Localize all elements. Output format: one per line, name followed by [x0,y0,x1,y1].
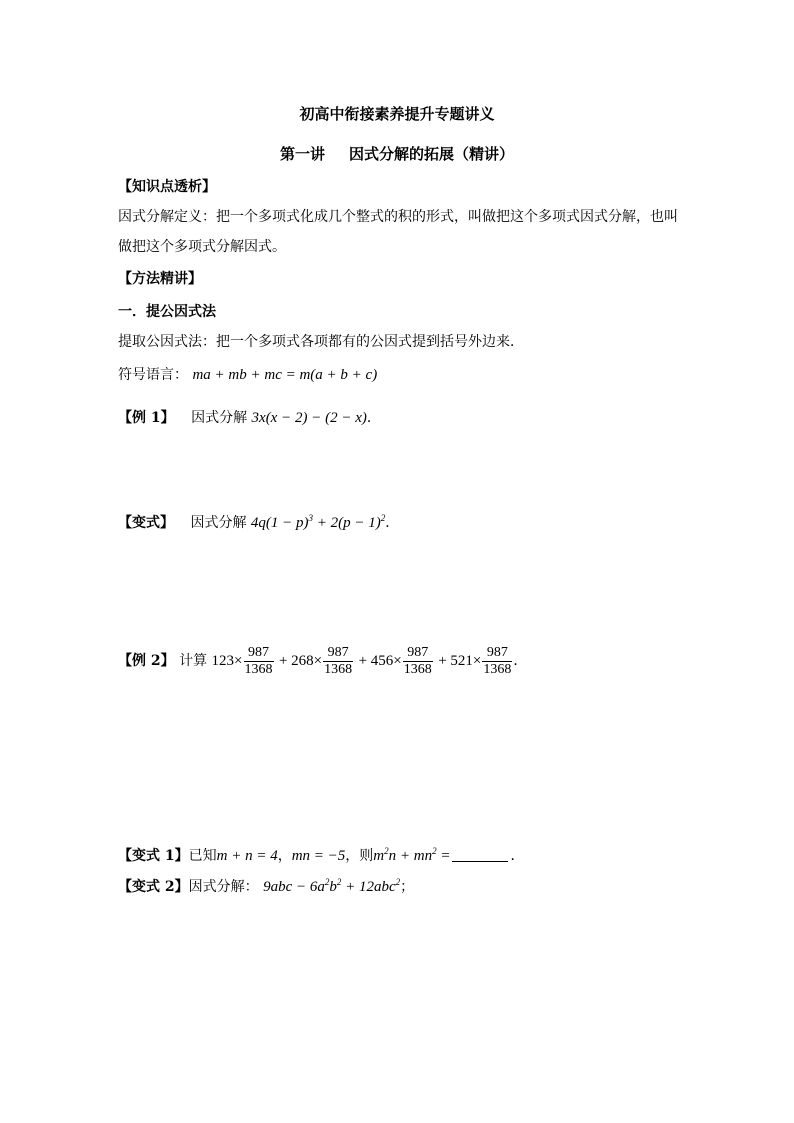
example2-prompt: 计算 [179,653,208,669]
variant2-end: ； [400,879,415,895]
variant1 [118,846,524,866]
variant1-label: 【变式 1】 [118,848,189,864]
variant1-prefix: 已知 [188,848,217,864]
variant2-prompt: 因式分解： [188,879,259,895]
variant1-end: ． [510,848,525,864]
lecture-heading [0,144,794,164]
variant1-condition-1: m + n = 4 [216,848,278,864]
knowledge-heading: 【知识点透析】 [118,179,216,195]
method1-title: 一．提公因式法 [118,304,216,320]
example2-fraction-1: $\frac{987}{1368}$ [244,644,273,677]
example2-term-4: + 521× [438,653,482,669]
variant-expression: $4q(1 - p)^3 + 2(p - 1)^2$ [250,513,386,531]
method1-symbol-line [118,365,377,385]
example1-prompt: 因式分解 [191,410,248,426]
lecture-topic: 因式分解的拓展（精讲） [349,145,515,163]
example2-fraction-4: $\frac{987}{1368}$ [483,644,512,677]
variant2-expression: $9abc - 6a^2b^2 + 12abc^2$ [263,877,401,895]
variant1-condition-2: mn = −5 [291,848,346,864]
variant-prompt: 因式分解 [190,515,247,531]
example2-fraction-3: $\frac{987}{1368}$ [403,644,432,677]
variant1-answer-blank[interactable] [452,847,508,862]
variant [118,513,399,533]
example1 [118,408,381,428]
example1-label: 【例 1】 [118,410,175,426]
example2-term-1: 123× [211,653,243,669]
example2-end: ． [513,653,528,669]
example1-expression: 3x(x − 2) − (2 − x) [251,410,367,426]
example2-label: 【例 2】 [118,653,175,669]
symbol-formula: ma + mb + mc = m(a + b + c) [192,367,378,383]
variant1-expression: $m^2n + mn^2$ = [373,846,451,864]
method1-definition: 提取公因式法：把一个多项式各项都有的公因式提到括号外边来． [118,334,524,350]
variant-label: 【变式】 [118,515,174,531]
lecture-number: 第一讲 [279,145,325,163]
example2 [118,643,527,679]
example2-term-2: + 268× [278,653,323,669]
document-title: 初高中衔接素养提升专题讲义 [299,105,495,123]
method-heading: 【方法精讲】 [118,271,202,287]
symbol-label: 符号语言： [118,367,188,383]
example2-fraction-2: $\frac{987}{1368}$ [324,644,353,677]
variant2-label: 【变式 2】 [118,879,189,895]
example1-end: ． [366,410,381,426]
knowledge-text-line1: 因式分解定义：把一个多项式化成几个整式的积的形式，叫做把这个多项式因式分解，也叫 [118,209,678,225]
variant2 [118,877,414,897]
variant1-separator: ， [277,848,292,864]
variant-end: ． [385,515,400,531]
variant1-then: ，则 [345,848,374,864]
knowledge-text-line2: 做把这个多项式分解因式。 [118,239,286,255]
example2-term-3: + 456× [358,653,402,669]
